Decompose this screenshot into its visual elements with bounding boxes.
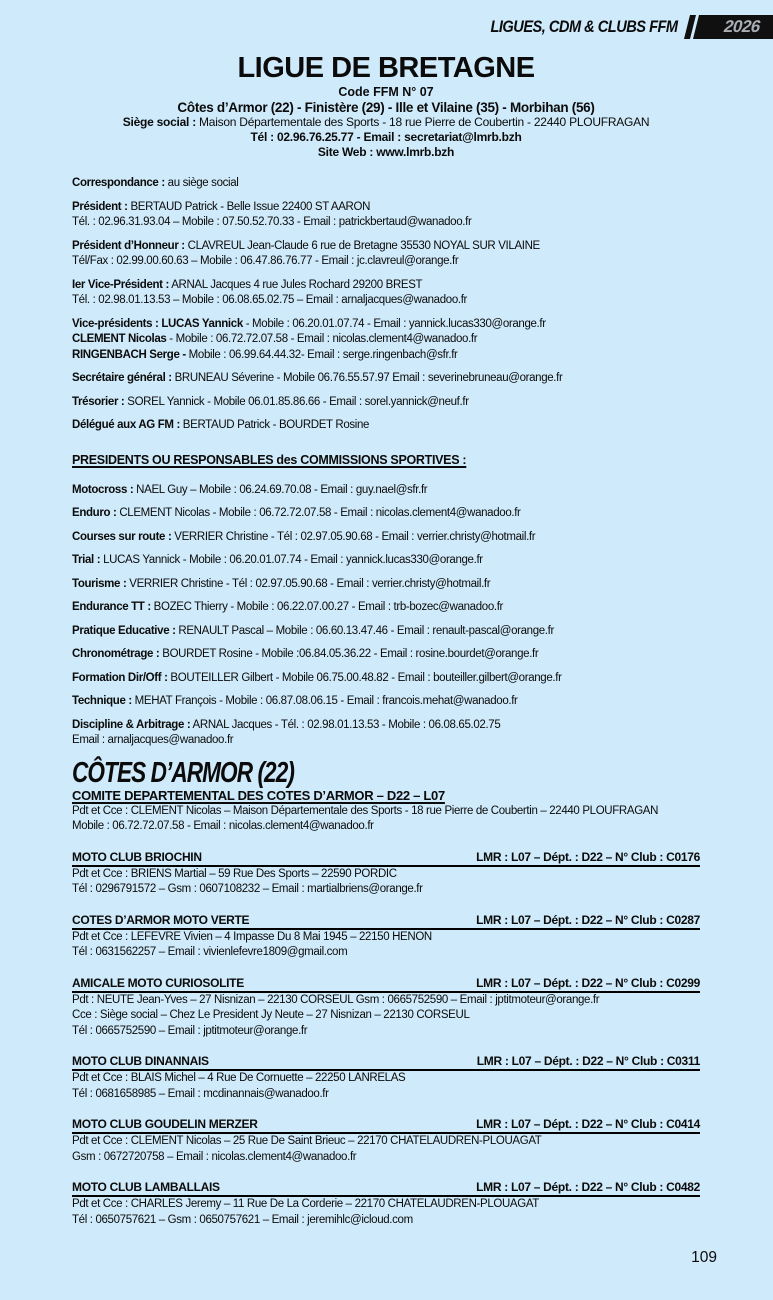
commission-text: ARNAL Jacques - Tél. : 02.98.01.13.53 - Mobile : 06.08.65.02.75 <box>190 718 501 731</box>
official-text: - Mobile : 06.20.01.07.74 - Email : yannick.lucas330@orange.fr <box>242 317 546 330</box>
club-detail-line: Cce : Siège social – Chez Le President Jy Neute – 27 Nisnizan – 22130 CORSEUL <box>72 1009 470 1021</box>
department-title: CÔTES D’ARMOR (22) <box>72 756 294 789</box>
official-text: SOREL Yannick - Mobile 06.01.85.86.66 - Email : sorel.yannick@neuf.fr <box>124 395 469 408</box>
club-detail-line: Pdt et Cce : CLEMENT Nicolas – 25 Rue De Saint Brieuc – 22170 CHATELAUDREN-PLOUAGAT <box>72 1135 542 1147</box>
official-text: au siège social <box>164 177 239 189</box>
commissions-heading: PRESIDENTS OU RESPONSABLES des COMMISSIONS SPORTIVES : <box>72 452 467 467</box>
commission-text: CLEMENT Nicolas - Mobile : 06.72.72.07.58 - Email : nicolas.clement4@wanadoo.fr <box>116 507 521 519</box>
official-text: Tél/Fax : 02.99.00.60.63 – Mobile : 06.47.86.76.77 - Email : jc.clavreul@orange.fr <box>72 255 459 267</box>
club-detail-line: Tél : 0681658985 – Email : mcdinannais@wanadoo.fr <box>72 1087 329 1100</box>
department-contact-line: Mobile : 06.72.72.07.58 - Email : nicolas.clement4@wanadoo.fr <box>72 820 374 832</box>
commission-line <box>72 600 700 616</box>
commission-line <box>72 506 700 522</box>
league-code: Code FFM N° 07 <box>338 85 434 99</box>
club-detail-line: Pdt : NEUTE Jean-Yves – 27 Nisnizan – 22130 CORSEUL Gsm : 0665752590 – Email : jptitmoteur@orange.fr <box>72 993 600 1006</box>
club-detail-line: Tél : 0650757621 – Gsm : 0650757621 – Email : jeremihlc@icloud.com <box>72 1213 413 1226</box>
commission-label: Endurance TT : <box>72 601 151 613</box>
commission-line <box>72 671 700 687</box>
club-detail-line: Pdt et Cce : LEFEVRE Vivien – 4 Impasse Du 8 Mai 1945 – 22150 HENON <box>72 930 432 943</box>
page-number: 109 <box>691 1249 717 1266</box>
official-text: BRUNEAU Séverine - Mobile 06.76.55.57.97 Email : severinebruneau@orange.fr <box>171 372 563 384</box>
commission-label: Trial : <box>72 554 101 566</box>
league-title: LIGUE DE BRETAGNE <box>237 52 535 84</box>
official-line <box>72 215 700 231</box>
official-label: Délégué aux AG FM : <box>72 419 180 431</box>
club-detail-line: Tél : 0665752590 – Email : jptitmoteur@orange.fr <box>72 1024 308 1037</box>
department-section <box>72 758 700 835</box>
club-entry <box>72 913 700 961</box>
official-line <box>72 293 700 309</box>
commission-text: Email : arnaljacques@wanadoo.fr <box>72 734 234 746</box>
club-header-row <box>72 850 700 867</box>
club-entry <box>72 1117 700 1165</box>
siege-value: Maison Départementale des Sports - 18 rue Pierre de Coubertin - 22440 PLOUFRAGAN <box>195 115 650 129</box>
commission-line <box>72 647 700 663</box>
commission-label: Chronométrage : <box>72 648 160 660</box>
banner-year: 2026 <box>721 17 763 36</box>
official-label: Président : <box>72 200 128 213</box>
banner-title: LIGUES, CDM & CLUBS FFM <box>490 17 678 36</box>
commission-text: BOURDET Rosine - Mobile :06.84.05.36.22 - Email : rosine.bourdet@orange.fr <box>159 648 539 660</box>
commissions-list <box>72 483 700 749</box>
club-code-info: LMR : L07 – Dépt. : D22 – N° Club : C0482 <box>476 1180 700 1194</box>
club-header-row <box>72 1117 700 1134</box>
club-detail-line: Tél : 0296791572 – Gsm : 0607108232 – Email : martialbriens@orange.fr <box>72 883 423 895</box>
official-line <box>72 200 700 216</box>
official-text: BERTAUD Patrick - BOURDET Rosine <box>179 419 370 431</box>
official-line <box>72 371 700 387</box>
commission-label: Courses sur route : <box>72 530 172 543</box>
club-detail-line: Gsm : 0672720758 – Email : nicolas.clement4@wanadoo.fr <box>72 1150 357 1163</box>
official-label: Ier Vice-Président : <box>72 278 169 291</box>
league-siege-line <box>72 115 700 130</box>
club-detail-line: Pdt et Cce : BRIENS Martial – 59 Rue Des Sports – 22590 PORDIC <box>72 867 397 880</box>
commission-line <box>72 483 700 499</box>
club-detail-line: Pdt et Cce : BLAIS Michel – 4 Rue De Cornuette – 22250 LANRELAS <box>72 1072 406 1084</box>
commission-text: LUCAS Yannick - Mobile : 06.20.01.07.74 - Email : yannick.lucas330@orange.fr <box>100 554 483 566</box>
official-line <box>72 176 700 192</box>
commission-text: RENAULT Pascal – Mobile : 06.60.13.47.46 - Email : renault-pascal@orange.fr <box>175 624 554 637</box>
edition-banner <box>460 15 773 39</box>
clubs-list <box>72 850 700 1229</box>
club-detail-line: Tél : 0631562257 – Email : vivienlefevre1809@gmail.com <box>72 946 348 958</box>
banner-slash-decoration <box>690 15 699 39</box>
club-code-info: LMR : L07 – Dépt. : D22 – N° Club : C0299 <box>476 975 700 990</box>
club-code-info: LMR : L07 – Dépt. : D22 – N° Club : C0287 <box>476 912 700 927</box>
league-contact-line: Tél : 02.96.76.25.77 - Email : secretariat@lmrb.bzh <box>250 130 522 144</box>
commission-line <box>72 733 700 749</box>
official-text: Tél. : 02.96.31.93.04 – Mobile : 07.50.52.70.33 - Email : patrickbertaud@wanadoo.fr <box>72 216 472 228</box>
club-detail-line: Pdt et Cce : CHARLES Jeremy – 11 Rue De La Corderie – 22170 CHATELAUDREN-PLOUAGAT <box>72 1198 539 1210</box>
club-header-row <box>72 1180 700 1197</box>
official-line <box>72 395 700 411</box>
club-name: MOTO CLUB LAMBALLAIS <box>72 1180 220 1194</box>
commission-line <box>72 530 700 546</box>
official-label: Secrétaire général : <box>72 372 172 384</box>
commission-text: MEHAT François - Mobile : 06.87.08.06.15 - Email : francois.mehat@wanadoo.fr <box>131 695 518 707</box>
official-text: ARNAL Jacques 4 rue Jules Rochard 29200 BREST <box>168 278 423 291</box>
official-label: Correspondance : <box>72 177 165 189</box>
official-label: Trésorier : <box>72 395 125 408</box>
league-website-line: Site Web : www.lmrb.bzh <box>317 145 455 159</box>
official-line <box>72 317 700 333</box>
club-name: MOTO CLUB BRIOCHIN <box>72 849 202 864</box>
commission-label: Motocross : <box>72 483 134 496</box>
official-text: BERTAUD Patrick - Belle Issue 22400 ST AARON <box>127 200 371 213</box>
club-name: AMICALE MOTO CURIOSOLITE <box>72 975 244 990</box>
club-header-row <box>72 1054 700 1071</box>
official-text: Mobile : 06.99.64.44.32- Email : serge.ringenbach@sfr.fr <box>185 348 458 361</box>
commission-label: Technique : <box>72 695 132 707</box>
club-name: MOTO CLUB GOUDELIN MERZER <box>72 1117 258 1131</box>
official-line <box>72 278 700 294</box>
commission-text: VERRIER Christine - Tél : 02.97.05.90.68 - Email : verrier.christy@hotmail.fr <box>126 577 491 590</box>
club-entry <box>72 850 700 898</box>
club-code-info: LMR : L07 – Dépt. : D22 – N° Club : C0311 <box>476 1054 700 1068</box>
official-line <box>72 348 700 364</box>
official-label: CLEMENT Nicolas <box>72 333 167 345</box>
club-code-info: LMR : L07 – Dépt. : D22 – N° Club : C0176 <box>476 849 700 864</box>
siege-label: Siège social : <box>122 115 196 129</box>
commission-line <box>72 553 700 569</box>
official-line <box>72 332 700 348</box>
commission-text: BOZEC Thierry - Mobile : 06.22.07.00.27 - Email : trb-bozec@wanadoo.fr <box>150 601 504 613</box>
official-text: - Mobile : 06.72.72.07.58 - Email : nicolas.clement4@wanadoo.fr <box>166 333 478 345</box>
commission-text: VERRIER Christine - Tél : 02.97.05.90.68 - Email : verrier.christy@hotmail.fr <box>171 530 536 543</box>
league-departments: Côtes d’Armor (22) - Finistère (29) - Ille et Vilaine (35) - Morbihan (56) <box>177 100 595 115</box>
commission-text: BOUTEILLER Gilbert - Mobile 06.75.00.48.82 - Email : bouteiller.gilbert@orange.fr <box>167 671 562 684</box>
commission-line <box>72 718 700 734</box>
commission-label: Formation Dir/Off : <box>72 671 168 684</box>
club-name: COTES D’ARMOR MOTO VERTE <box>72 912 250 927</box>
commission-label: Tourisme : <box>72 577 127 590</box>
official-text: CLAVREUL Jean-Claude 6 rue de Bretagne 35530 NOYAL SUR VILAINE <box>184 239 540 252</box>
commission-label: Discipline & Arbitrage : <box>72 718 191 731</box>
club-entry <box>72 1054 700 1102</box>
club-header-row <box>72 913 700 930</box>
official-label: Vice-présidents : LUCAS Yannick <box>72 317 243 330</box>
club-entry <box>72 1180 700 1228</box>
commission-line <box>72 624 700 640</box>
club-code-info: LMR : L07 – Dépt. : D22 – N° Club : C0414 <box>476 1117 700 1131</box>
department-title-row <box>72 758 700 788</box>
club-entry <box>72 976 700 1040</box>
banner-year-box <box>684 15 773 39</box>
club-header-row <box>72 976 700 993</box>
club-name: MOTO CLUB DINANNAIS <box>72 1054 209 1068</box>
commission-line <box>72 577 700 593</box>
commission-label: Pratique Educative : <box>72 624 176 637</box>
department-committee-heading: COMITE DEPARTEMENTAL DES COTES D’ARMOR – D22 – L07 <box>72 787 445 803</box>
official-text: Tél. : 02.98.01.13.53 – Mobile : 06.08.65.02.75 – Email : arnaljacques@wanadoo.fr <box>72 294 468 306</box>
official-line <box>72 418 700 434</box>
official-line <box>72 254 700 270</box>
league-officials-list <box>72 176 700 434</box>
official-label: Président d’Honneur : <box>72 239 185 252</box>
official-line <box>72 239 700 255</box>
commission-line <box>72 694 700 710</box>
official-label: RINGENBACH Serge - <box>72 348 186 361</box>
department-contact-line: Pdt et Cce : CLEMENT Nicolas – Maison Départementale des Sports - 18 rue Pierre de Coubertin – 22440 PLOUFRAGAN <box>72 804 659 817</box>
commission-text: NAEL Guy – Mobile : 06.24.69.70.08 - Email : guy.nael@sfr.fr <box>133 483 428 496</box>
commission-label: Enduro : <box>72 507 117 519</box>
